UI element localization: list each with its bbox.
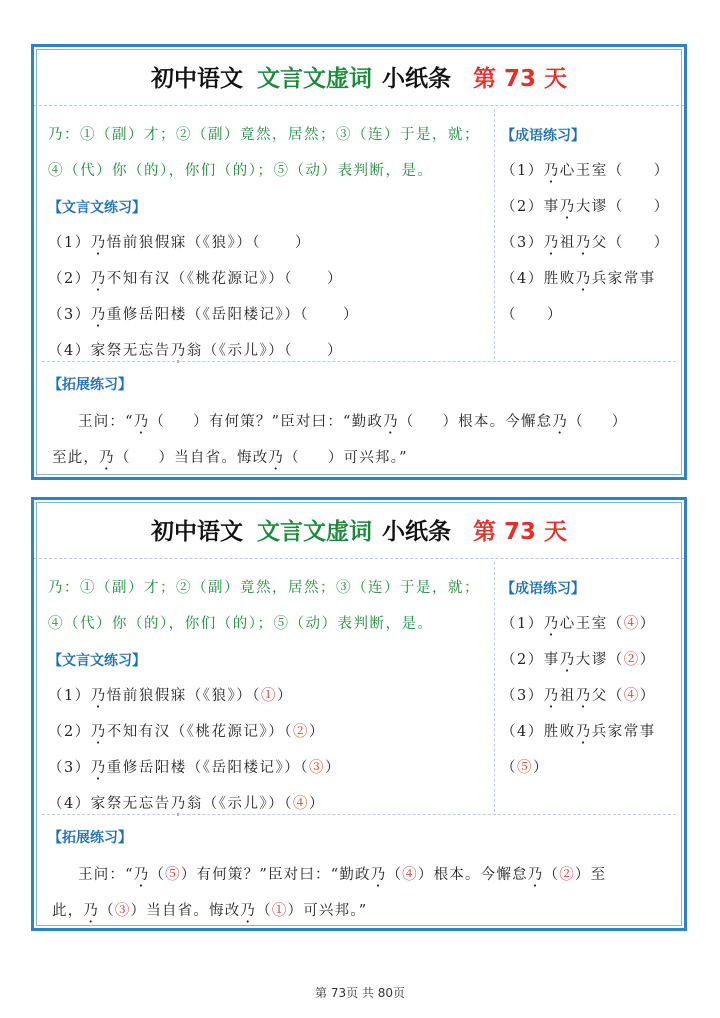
title-subject: 初中语文	[150, 518, 243, 545]
title-subject: 初中语文	[150, 65, 243, 92]
answer-mark: ④	[402, 867, 418, 883]
title-topic: 文言文虚词	[256, 518, 372, 545]
exercise-card	[31, 44, 687, 480]
answer-mark: ⑤	[165, 867, 181, 883]
chengyu-item: （1）乃心王室（ ）	[501, 163, 670, 179]
answer-mark: ①	[260, 688, 277, 704]
chengyu-item-continued: （⑤）	[501, 760, 549, 776]
answer-mark: ②	[292, 724, 309, 740]
answer-mark: ④	[292, 796, 309, 812]
page-footer: 第 73页 共 80页	[315, 986, 405, 1000]
definition-line: 乃：①（副）才；②（副）竟然，居然；③（连）于是，就；	[48, 127, 480, 143]
answer-card	[31, 497, 687, 931]
wenyan-item: （4）家祭无忘告乃翁（《示儿》）（ ）	[48, 343, 343, 359]
section-heading-wenyan: 【文言文练习】	[48, 200, 146, 216]
title-day: 第 73 天	[472, 518, 568, 545]
extension-section	[42, 361, 676, 466]
extension-line: 至此，乃（ ）当自省。悔改乃（ ）可兴邦。”	[52, 450, 408, 466]
right-panel	[495, 562, 676, 812]
chengyu-item: （3）乃祖乃父（ ）	[501, 235, 670, 251]
answer-mark: ⑤	[517, 760, 533, 776]
chengyu-item: （1）乃心王室（④）	[501, 616, 656, 632]
definition-line: 乃：①（副）才；②（副）竟然，居然；③（连）于是，就；	[48, 580, 480, 596]
title-type: 小纸条	[381, 518, 451, 545]
chengyu-item: （2）事乃大谬（②）	[501, 652, 656, 668]
answer-mark: ④	[623, 616, 640, 632]
definition-line: ④（代）你（的），你们（的）；⑤（动）表判断，是。	[48, 163, 434, 179]
left-panel	[42, 109, 495, 359]
wenyan-item: （3）乃重修岳阳楼（《岳阳楼记》）（ ）	[48, 307, 359, 323]
extension-line: 王问：“乃（⑤）有何策？”臣对曰：“勤政乃（④）根本。今懈怠乃（②）至	[78, 867, 607, 883]
card-title	[34, 47, 684, 106]
chengyu-item: （4）胜败乃兵家常事	[501, 271, 656, 287]
answer-mark: ③	[114, 903, 131, 919]
answer-mark: ④	[623, 688, 640, 704]
answer-mark: ②	[623, 652, 640, 668]
section-heading-chengyu: 【成语练习】	[501, 128, 585, 144]
left-panel	[42, 562, 495, 812]
wenyan-item: （3）乃重修岳阳楼（《岳阳楼记》）（③）	[48, 760, 341, 776]
chengyu-item: （3）乃祖乃父（④）	[501, 688, 656, 704]
section-heading-wenyan: 【文言文练习】	[48, 653, 146, 669]
extension-section	[42, 814, 676, 919]
extension-line: 王问：“乃（ ）有何策？”臣对曰：“勤政乃（ ）根本。今懈怠乃（ ）	[78, 414, 628, 430]
title-type: 小纸条	[381, 65, 451, 92]
title-topic: 文言文虚词	[256, 65, 372, 92]
chengyu-item: （4）胜败乃兵家常事	[501, 724, 656, 740]
wenyan-item: （2）乃不知有汉（《桃花源记》）（②）	[48, 724, 325, 740]
wenyan-item: （2）乃不知有汉（《桃花源记》）（ ）	[48, 271, 343, 287]
chengyu-item-continued: （ ）	[501, 307, 563, 323]
wenyan-item: （1）乃悟前狼假寐（《狼》）（ ）	[48, 235, 311, 251]
title-day: 第 73 天	[472, 65, 568, 92]
wenyan-item: （4）家祭无忘告乃翁（《示儿》）（④）	[48, 796, 325, 812]
section-heading-tuozhan: 【拓展练习】	[48, 830, 132, 846]
definition-line: ④（代）你（的），你们（的）；⑤（动）表判断，是。	[48, 616, 434, 632]
chengyu-item: （2）事乃大谬（ ）	[501, 199, 670, 215]
right-panel	[495, 109, 676, 359]
wenyan-item: （1）乃悟前狼假寐（《狼》）（①）	[48, 688, 293, 704]
extension-line: 此，乃（③）当自省。悔改乃（①）可兴邦。”	[52, 903, 368, 919]
answer-mark: ①	[271, 903, 288, 919]
answer-mark: ②	[559, 867, 575, 883]
card-title	[34, 500, 684, 559]
section-heading-chengyu: 【成语练习】	[501, 581, 585, 597]
section-heading-tuozhan: 【拓展练习】	[48, 377, 132, 393]
answer-mark: ③	[308, 760, 325, 776]
